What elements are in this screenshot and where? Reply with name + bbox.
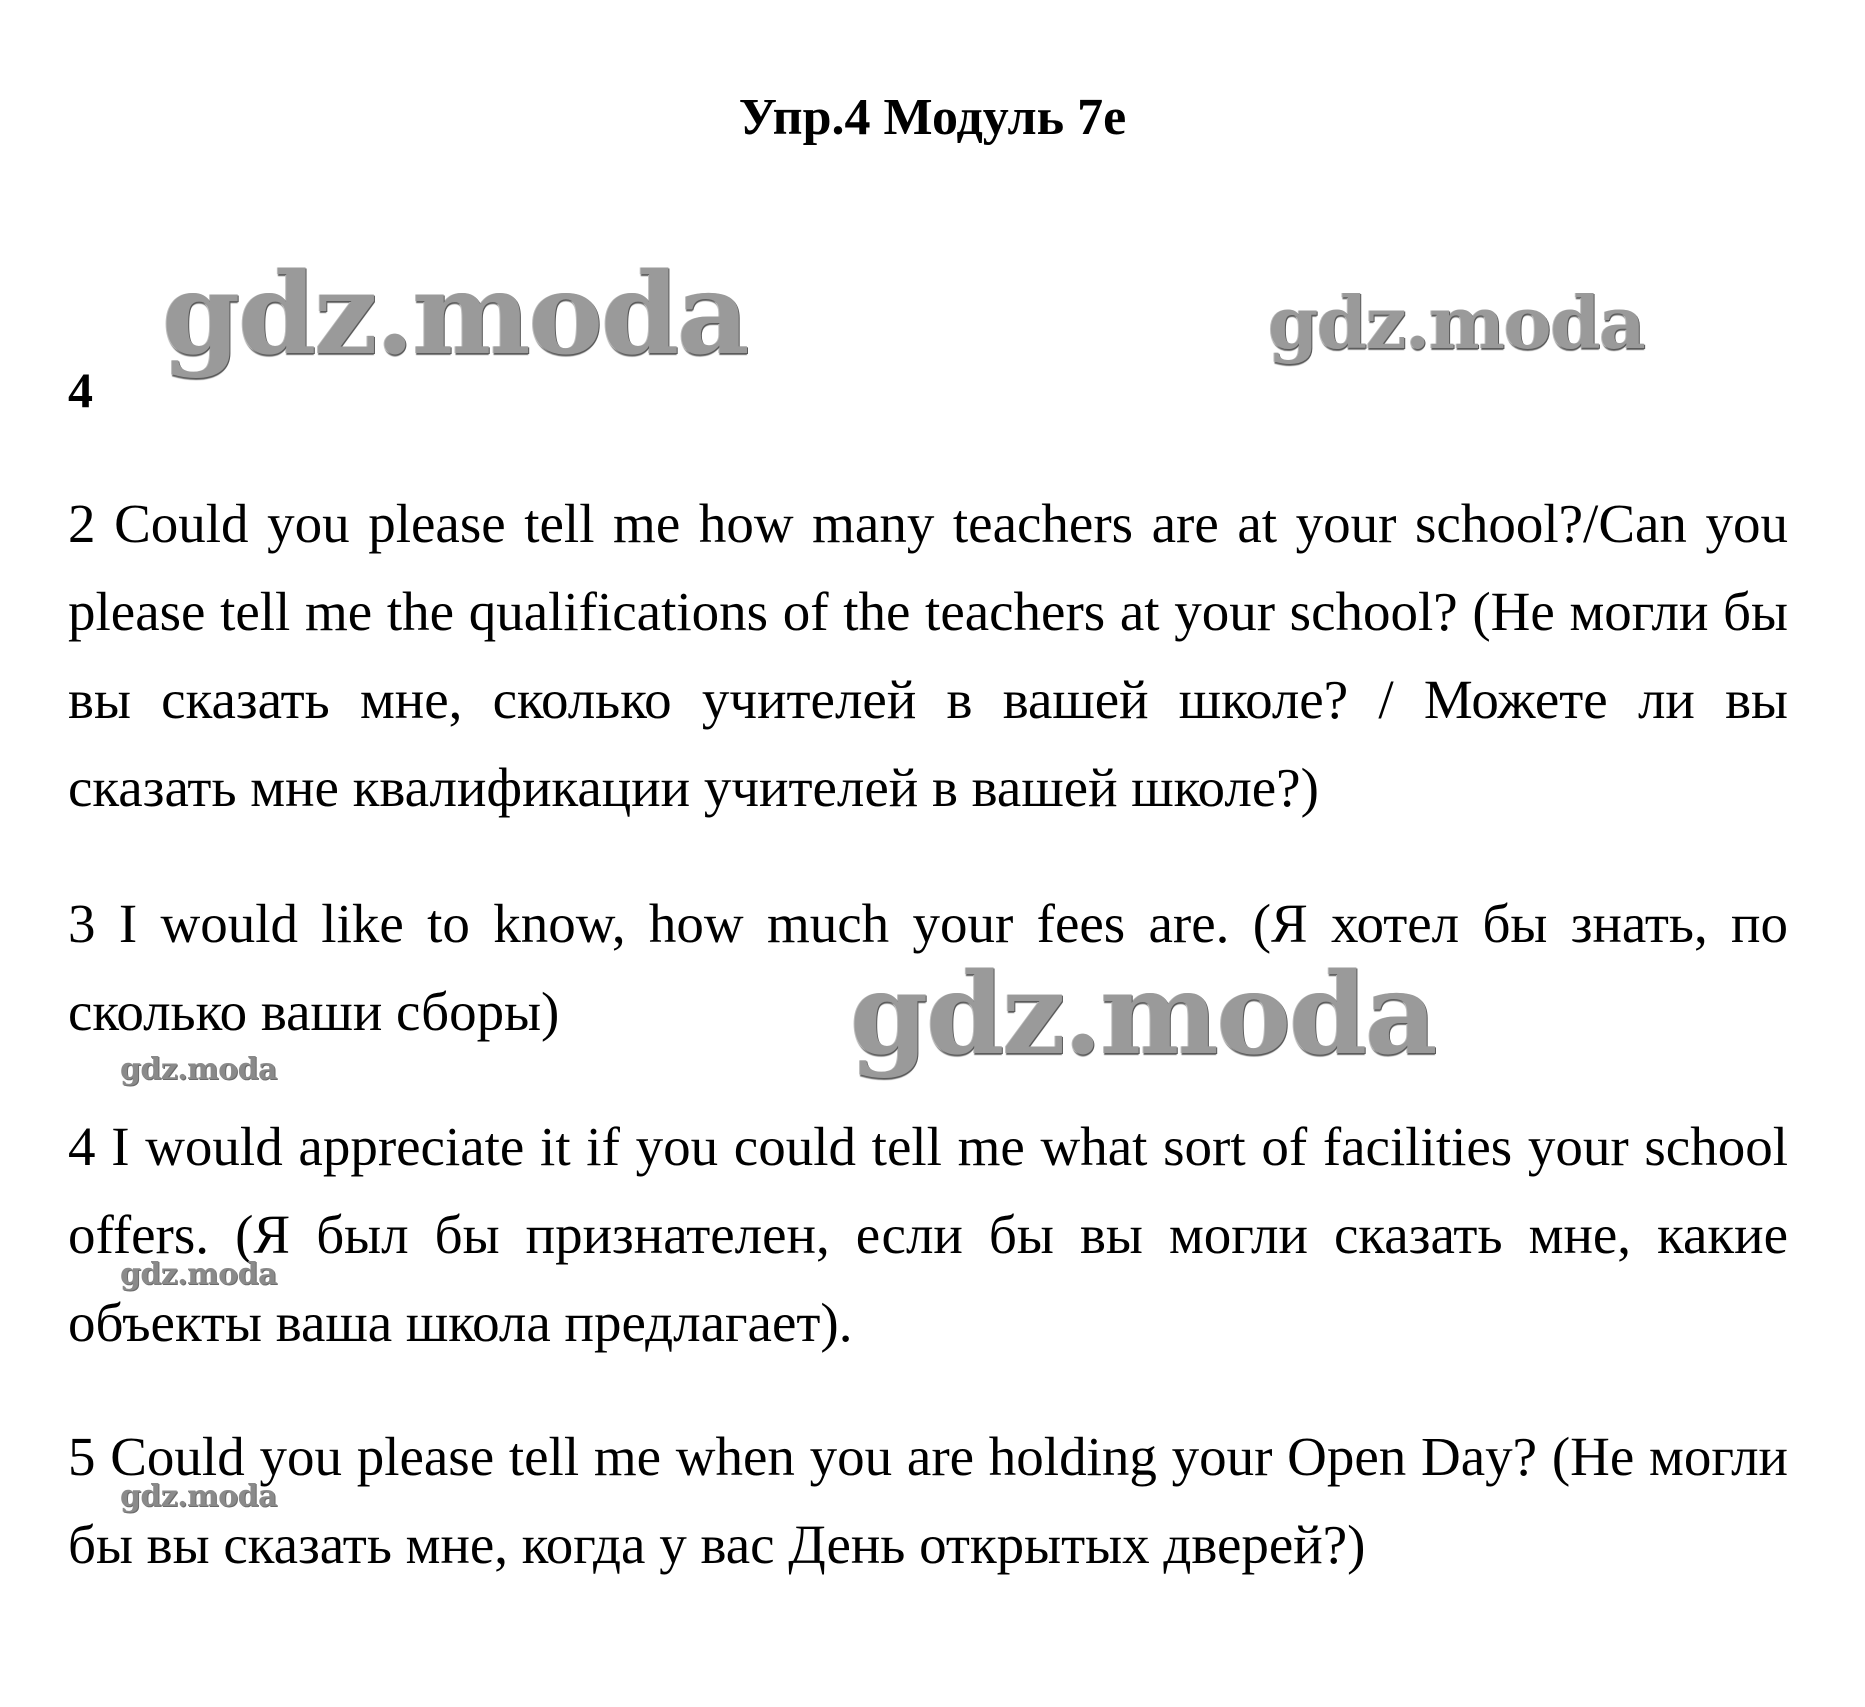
answer-item-4: 4 I would appreciate it if you could tell me what sort of facilities your school offers. (Я был бы признателен, если бы вы могли сказать мне, какие объекты ваша школа предлагает). xyxy=(68,1116,1788,1353)
watermark-logo: gdz.moda xyxy=(1268,280,1645,365)
watermark-logo: gdz.moda xyxy=(850,949,1436,1080)
exercise-number: 4 xyxy=(68,362,93,418)
watermark-logo: gdz.moda xyxy=(120,1257,277,1292)
page-title: Упр.4 Модуль 7e xyxy=(738,89,1127,146)
watermark-logo: gdz.moda xyxy=(120,1052,277,1087)
watermark-logo: gdz.moda xyxy=(120,1479,277,1514)
answer-item-5: 5 Could you please tell me when you are holding your Open Day? (Не могли бы вы сказать мне, когда у вас День открытых дверей?) xyxy=(68,1426,1788,1575)
answer-item-2: 2 Could you please tell me how many teachers are at your school?/Can you please tell me the qualifications of the teachers at your school? (Не могли бы вы сказать мне, сколько учителей в вашей школе? / Можете ли вы сказать мне квалификации учителей в вашей школе?) xyxy=(68,493,1788,818)
answer-item-3: 3 I would like to know, how much your fees are. (Я хотел бы знать, по сколько ваши сборы) xyxy=(68,893,1788,1042)
watermark-logo: gdz.moda xyxy=(162,249,748,380)
